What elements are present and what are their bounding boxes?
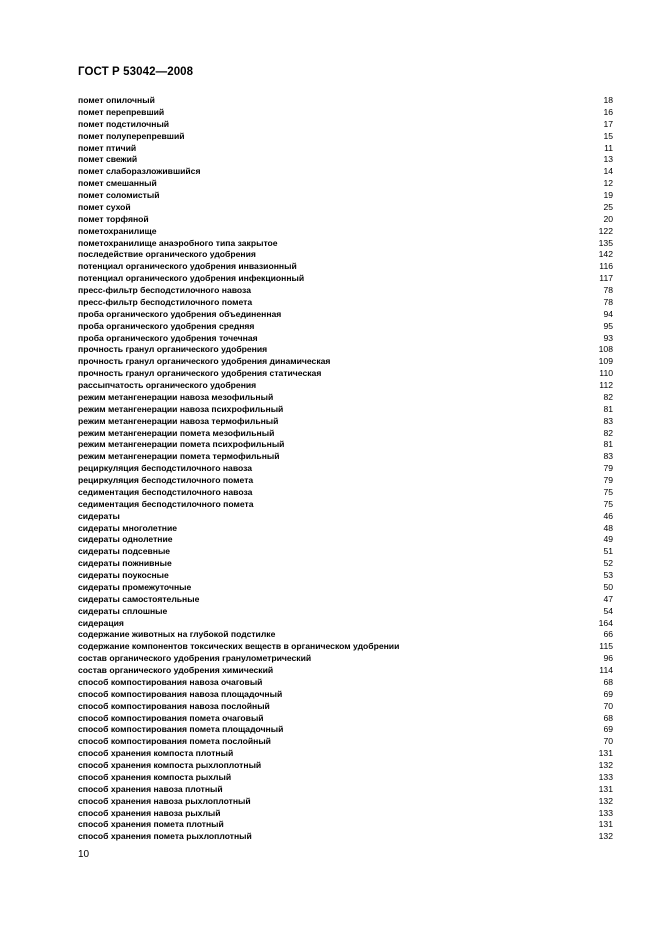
index-page-ref: 132	[598, 795, 613, 806]
index-page-ref: 15	[603, 130, 613, 141]
index-entry	[78, 677, 613, 689]
index-page-ref: 142	[598, 249, 613, 260]
index-term: способ хранения навоза плотный	[78, 783, 223, 794]
index-page-ref: 49	[603, 534, 613, 545]
index-entry	[78, 748, 613, 760]
index-page-ref: 54	[603, 605, 613, 616]
index-entry	[78, 523, 613, 535]
index-entry	[78, 261, 613, 273]
index-entry	[78, 665, 613, 677]
index-entry	[78, 534, 613, 546]
index-page-ref: 133	[598, 807, 613, 818]
index-entry	[78, 808, 613, 820]
index-term: способ хранения компоста рыхлоплотный	[78, 760, 262, 770]
index-page-ref: 95	[603, 320, 613, 331]
index-entry	[78, 582, 613, 594]
index-entry	[78, 760, 613, 772]
index-page-ref: 75	[603, 486, 613, 497]
index-term: рециркуляция бесподстилочного помета	[78, 475, 254, 485]
index-term: сидераты промежуточные	[78, 581, 192, 592]
index-term: сидераты многолетние	[78, 522, 178, 533]
index-page-ref: 17	[603, 118, 613, 129]
index-term: сидераты сплошные	[78, 605, 168, 616]
index-term: способ компостирования помета площадочный	[78, 724, 284, 735]
index-page-ref: 18	[603, 95, 613, 105]
index-page-ref: 96	[603, 653, 613, 664]
index-page-ref: 68	[603, 712, 613, 723]
index-term: рассыпчатость органического удобрения	[78, 380, 257, 390]
alphabetical-index	[78, 95, 613, 843]
index-entry	[78, 606, 613, 618]
index-term: режим метангенерации помета психрофильный	[78, 439, 285, 450]
index-entry	[78, 463, 613, 475]
index-page-ref: 112	[599, 380, 613, 390]
index-term: способ хранения компоста плотный	[78, 748, 234, 759]
index-term: способ компостирования навоза послойный	[78, 700, 270, 711]
index-page-ref: 81	[603, 403, 613, 414]
index-entry	[78, 558, 613, 570]
index-term: способ хранения помета рыхлоплотный	[78, 831, 252, 842]
index-page-ref: 94	[603, 308, 613, 319]
index-term: режим метангенерации помета термофильный	[78, 451, 280, 462]
index-page-ref: 133	[598, 771, 613, 782]
index-entry	[78, 119, 613, 131]
index-page-ref: 70	[603, 700, 613, 711]
index-entry	[78, 321, 613, 333]
index-page-ref: 25	[603, 201, 613, 212]
index-page-ref: 93	[603, 332, 613, 343]
index-term: проба органического удобрения объединенная	[78, 308, 282, 319]
index-entry	[78, 594, 613, 606]
index-term: пресс-фильтр бесподстилочного помета	[78, 296, 253, 307]
index-entry	[78, 368, 613, 380]
index-page-ref: 70	[603, 736, 613, 747]
index-entry	[78, 653, 613, 665]
index-page-ref: 79	[603, 463, 613, 474]
index-term: пресс-фильтр бесподстилочного навоза	[78, 285, 251, 295]
index-page-ref: 81	[603, 439, 613, 450]
index-page-ref: 51	[603, 546, 613, 557]
index-page-ref: 14	[603, 166, 613, 177]
index-entry	[78, 333, 613, 345]
index-term: режим метангенерации помета мезофильный	[78, 427, 275, 438]
index-term: рециркуляция бесподстилочного навоза	[78, 463, 253, 474]
index-entry	[78, 190, 613, 202]
index-term: режим метангенерации навоза мезофильный	[78, 391, 274, 402]
index-page-ref: 47	[603, 593, 613, 604]
index-page-ref: 132	[598, 831, 613, 842]
index-entry	[78, 618, 613, 630]
index-entry	[78, 154, 613, 166]
index-entry	[78, 784, 613, 796]
index-page-ref: 117	[599, 273, 613, 284]
index-term: помет слаборазложившийся	[78, 166, 201, 177]
index-entry	[78, 831, 613, 843]
index-entry	[78, 344, 613, 356]
index-entry	[78, 736, 613, 748]
index-term: проба органического удобрения средняя	[78, 320, 255, 331]
index-page-ref: 122	[598, 225, 613, 236]
index-term: помет птичий	[78, 142, 137, 153]
index-page-ref: 53	[603, 570, 613, 580]
index-entry	[78, 499, 613, 511]
index-page-ref: 164	[598, 617, 613, 628]
index-page-ref: 16	[603, 106, 613, 117]
index-page-ref: 82	[603, 427, 613, 438]
index-term: способ хранения компоста рыхлый	[78, 771, 232, 782]
index-term: сидераты поукосные	[78, 570, 169, 580]
index-page-ref: 79	[603, 475, 613, 485]
index-page-ref: 12	[603, 178, 613, 189]
index-entry	[78, 392, 613, 404]
index-entry	[78, 309, 613, 321]
index-term: способ компостирования помета очаговый	[78, 712, 264, 723]
index-entry	[78, 689, 613, 701]
index-term: содержание животных на глубокой подстилке	[78, 629, 276, 640]
index-term: состав органического удобрения химический	[78, 665, 274, 675]
index-term: сидераты однолетние	[78, 534, 173, 545]
index-page-ref: 131	[598, 783, 613, 794]
index-term: седиментация бесподстилочного навоза	[78, 486, 253, 497]
index-page-ref: 131	[598, 748, 613, 759]
index-term: помет свежий	[78, 154, 138, 165]
index-term: способ хранения помета плотный	[78, 819, 224, 830]
page-number: 10	[78, 849, 90, 860]
index-entry	[78, 238, 613, 250]
index-page-ref: 13	[603, 154, 613, 165]
index-page-ref: 114	[599, 665, 613, 675]
index-term: потенциал органического удобрения инфекционный	[78, 273, 305, 284]
index-entry	[78, 249, 613, 261]
index-page-ref: 109	[598, 356, 613, 367]
index-term: прочность гранул органического удобрения статическая	[78, 368, 322, 379]
index-term: прочность гранул органического удобрения динамическая	[78, 356, 331, 367]
index-term: способ компостирования навоза очаговый	[78, 676, 263, 687]
document-header: ГОСТ Р 53042—2008	[78, 66, 194, 78]
index-entry	[78, 724, 613, 736]
index-page-ref: 69	[603, 724, 613, 735]
index-entry	[78, 428, 613, 440]
index-term: помет смешанный	[78, 178, 157, 189]
index-page-ref: 116	[599, 261, 613, 272]
index-entry	[78, 285, 613, 297]
index-entry	[78, 546, 613, 558]
index-entry	[78, 143, 613, 155]
index-page-ref: 46	[603, 510, 613, 521]
index-term: прочность гранул органического удобрения	[78, 344, 268, 355]
index-page-ref: 135	[598, 237, 613, 248]
index-term: проба органического удобрения точечная	[78, 332, 258, 343]
index-term: сидераты подсевные	[78, 546, 171, 557]
index-entry	[78, 475, 613, 487]
index-page-ref: 83	[603, 415, 613, 426]
index-term: помет перепревший	[78, 106, 165, 117]
index-page-ref: 108	[598, 344, 613, 355]
index-term: помет торфяной	[78, 213, 149, 224]
index-entry	[78, 380, 613, 392]
index-term: помет соломистый	[78, 190, 160, 200]
index-term: помет полуперепревший	[78, 130, 185, 141]
index-term: способ компостирования навоза площадочный	[78, 688, 283, 699]
index-term: сидерация	[78, 617, 124, 628]
index-term: сидераты	[78, 510, 120, 521]
index-term: режим метангенерации навоза психрофильный	[78, 403, 284, 414]
index-page-ref: 131	[598, 819, 613, 830]
index-entry	[78, 95, 613, 107]
index-entry	[78, 511, 613, 523]
index-page-ref: 11	[604, 142, 613, 153]
index-entry	[78, 451, 613, 463]
index-entry	[78, 629, 613, 641]
index-entry	[78, 796, 613, 808]
index-entry	[78, 439, 613, 451]
index-entry	[78, 297, 613, 309]
index-page-ref: 48	[603, 522, 613, 533]
index-entry	[78, 570, 613, 582]
index-page-ref: 110	[599, 368, 613, 379]
index-page-ref: 68	[603, 676, 613, 687]
index-term: помет сухой	[78, 201, 131, 212]
index-term: потенциал органического удобрения инвазионный	[78, 261, 297, 272]
index-page-ref: 83	[603, 451, 613, 462]
index-page-ref: 75	[603, 498, 613, 509]
index-entry	[78, 416, 613, 428]
index-term: сидераты пожнивные	[78, 558, 172, 569]
index-page-ref: 52	[603, 558, 613, 569]
index-entry	[78, 713, 613, 725]
index-term: пометохранилище анаэробного типа закрытое	[78, 237, 278, 248]
index-page-ref: 69	[603, 688, 613, 699]
index-entry	[78, 701, 613, 713]
index-page-ref: 78	[603, 285, 613, 295]
index-page-ref: 19	[603, 190, 613, 200]
index-entry	[78, 404, 613, 416]
index-term: сидераты самостоятельные	[78, 593, 200, 604]
index-page-ref: 132	[598, 760, 613, 770]
index-page-ref: 20	[603, 213, 613, 224]
index-page-ref: 82	[603, 391, 613, 402]
index-page-ref: 66	[603, 629, 613, 640]
index-entry	[78, 166, 613, 178]
index-entry	[78, 356, 613, 368]
index-entry	[78, 202, 613, 214]
index-term: седиментация бесподстилочного помета	[78, 498, 254, 509]
index-entry	[78, 487, 613, 499]
index-entry	[78, 819, 613, 831]
index-term: помет подстилочный	[78, 118, 170, 129]
index-term: пометохранилище	[78, 225, 157, 236]
index-entry	[78, 641, 613, 653]
index-term: последействие органического удобрения	[78, 249, 256, 260]
index-entry	[78, 214, 613, 226]
index-page-ref: 78	[603, 296, 613, 307]
index-page-ref: 115	[599, 641, 613, 652]
index-term: способ компостирования помета послойный	[78, 736, 271, 747]
index-entry	[78, 107, 613, 119]
index-entry	[78, 178, 613, 190]
index-entry	[78, 273, 613, 285]
index-term: режим метангенерации навоза термофильный	[78, 415, 279, 426]
index-term: помет опилочный	[78, 95, 155, 105]
index-page-ref: 50	[603, 581, 613, 592]
index-term: содержание компонентов токсических веществ в органическом удобрении	[78, 641, 400, 652]
index-term: способ хранения навоза рыхлый	[78, 807, 221, 818]
index-term: состав органического удобрения гранулометрический	[78, 653, 312, 664]
index-term: способ хранения навоза рыхлоплотный	[78, 795, 251, 806]
index-entry	[78, 772, 613, 784]
index-entry	[78, 131, 613, 143]
index-entry	[78, 226, 613, 238]
